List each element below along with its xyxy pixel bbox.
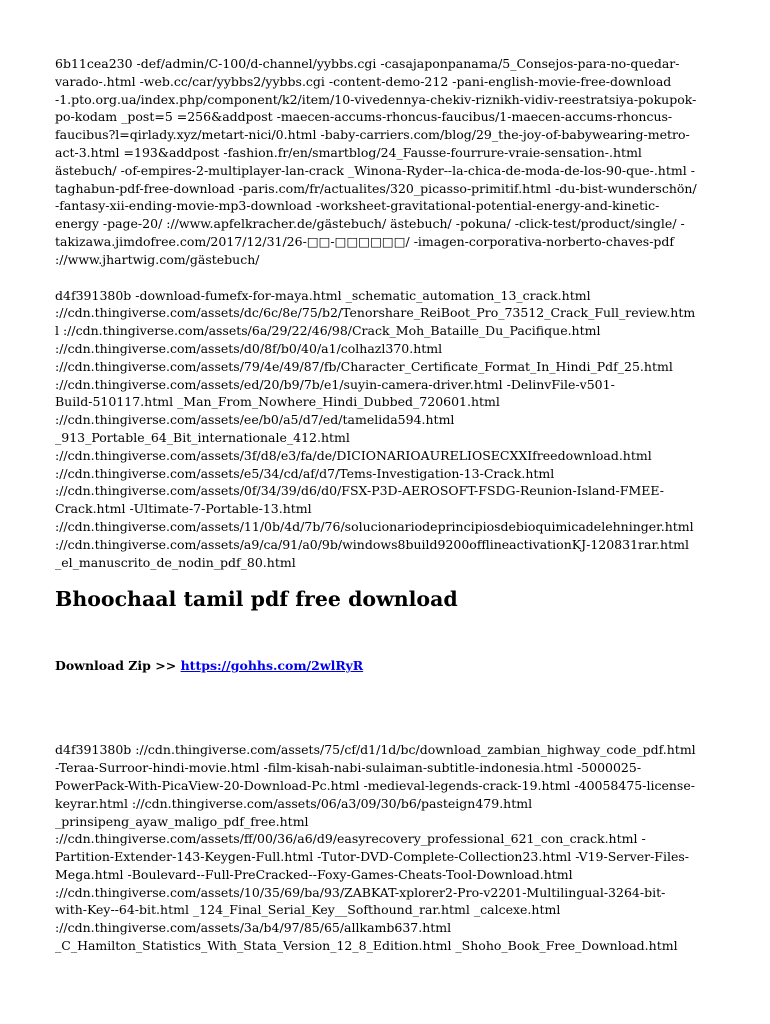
text-line: -1.pto.org.ua/index.php/component/k2/item/10-vivedennya-chekiv-riznikh-vidiv-reestratsiya-pokupok- xyxy=(55,91,697,107)
text-line: keyrar.html ://cdn.thingiverse.com/assets/06/a3/09/30/b6/pasteign479.html xyxy=(55,795,533,811)
download-label: Download Zip >> xyxy=(55,658,181,674)
text-line: _913_Portable_64_Bit_internationale_412.html xyxy=(55,429,350,445)
text-line: ://cdn.thingiverse.com/assets/79/4e/49/87/fb/Character_Certificate_Format_In_Hindi_Pdf_25.html xyxy=(55,358,673,374)
document-page xyxy=(55,55,715,955)
text-line: ://www.jhartwig.com/gästebuch/ xyxy=(55,251,260,267)
text-line: with-Key--64-bit.html _124_Final_Serial_Key__Softhound_rar.html _calcexe.html xyxy=(55,902,561,918)
text-line: _el_manuscrito_de_nodin_pdf_80.html xyxy=(55,554,296,570)
text-line: Partition-Extender-143-Keygen-Full.html -Tutor-DVD-Complete-Collection23.html -V19-Server-Files- xyxy=(55,849,690,865)
text-line: varado-.html -web.cc/car/yybbs2/yybbs.cgi -content-demo-212 -pani-english-movie-free-download xyxy=(55,73,672,89)
text-line: d4f391380b ://cdn.thingiverse.com/assets/75/cf/d1/1d/bc/download_zambian_highway_code_pdf.html xyxy=(55,742,696,758)
text-line: ://cdn.thingiverse.com/assets/d0/8f/b0/40/a1/colhazl370.html xyxy=(55,340,443,356)
text-line: d4f391380b -download-fumefx-for-maya.html _schematic_automation_13_crack.html xyxy=(55,287,591,303)
text-line: ://cdn.thingiverse.com/assets/0f/34/39/d6/d0/FSX-P3D-AEROSOFT-FSDG-Reunion-Island-FMEE- xyxy=(55,483,664,499)
text-line: _prinsipeng_ayaw_maligo_pdf_free.html xyxy=(55,813,309,829)
text-line: taghabun-pdf-free-download -paris.com/fr/actualites/320_picasso-primitif.html -du-bist-wunderschön/ xyxy=(55,180,697,196)
text-line: l ://cdn.thingiverse.com/assets/6a/29/22/46/98/Crack_Moh_Bataille_Du_Pacifique.html xyxy=(55,323,601,339)
text-line: Mega.html -Boulevard--Full-PreCracked--Foxy-Games-Cheats-Tool-Download.html xyxy=(55,866,573,882)
text-line: 6b11cea230 -def/admin/C-100/d-channel/yybbs.cgi -casajaponpanama/5_Consejos-para-no-quedar- xyxy=(55,56,680,71)
body-paragraph-2 xyxy=(55,287,715,572)
text-line: Crack.html -Ultimate-7-Portable-13.html xyxy=(55,501,312,517)
text-line: -fantasy-xii-ending-movie-mp3-download -worksheet-gravitational-potential-energy-and-kinetic- xyxy=(55,198,660,214)
download-line xyxy=(55,657,715,675)
text-line: _C_Hamilton_Statistics_With_Stata_Version_12_8_Edition.html _Shoho_Book_Free_Download.html xyxy=(55,938,678,954)
text-line: ://cdn.thingiverse.com/assets/10/35/69/ba/93/ZABKAT-xplorer2-Pro-v2201-Multilingual-3264-bit- xyxy=(55,884,666,900)
text-line: ://cdn.thingiverse.com/assets/ff/00/36/a6/d9/easyrecovery_professional_621_con_crack.html - xyxy=(55,831,646,847)
body-paragraph-3 xyxy=(55,741,715,955)
page-title: Bhoochaal tamil pdf free download xyxy=(55,587,458,612)
body-paragraph-1 xyxy=(55,55,715,269)
text-line: ://cdn.thingiverse.com/assets/3a/b4/97/85/65/allkamb637.html xyxy=(55,920,452,936)
text-line: ://cdn.thingiverse.com/assets/a9/ca/91/a0/9b/windows8build9200offlineactivationKJ-120831rar.html xyxy=(55,536,689,552)
text-line: ://cdn.thingiverse.com/assets/dc/6c/8e/75/b2/Tenorshare_ReiBoot_Pro_73512_Crack_Full_review.htm xyxy=(55,305,696,321)
text-line: ://cdn.thingiverse.com/assets/3f/d8/e3/fa/de/DICIONARIOAURELIOSECXXIfreedownload.html xyxy=(55,447,652,463)
text-line: act-3.html =193&addpost -fashion.fr/en/smartblog/24_Fausse-fourrure-vraie-sensation-.html xyxy=(55,144,642,160)
text-line: ://cdn.thingiverse.com/assets/11/0b/4d/7b/76/solucionariodeprincipiosdebioquimicadelehninger.html xyxy=(55,518,694,534)
text-line: energy -page-20/ ://www.apfelkracher.de/gästebuch/ ästebuch/ -pokuna/ -click-test/product/single/ - xyxy=(55,216,685,232)
text-line: ://cdn.thingiverse.com/assets/ee/b0/a5/d7/ed/tamelida594.html xyxy=(55,412,455,428)
text-line: ://cdn.thingiverse.com/assets/ed/20/b9/7b/e1/suyin-camera-driver.html -DelinvFile-v501- xyxy=(55,376,615,392)
text-line: PowerPack-With-PicaView-20-Download-Pc.html -medieval-legends-crack-19.html -40058475-license- xyxy=(55,777,695,793)
text-line: takizawa.jimdofree.com/2017/12/31/26-□□-□□□□□□/ -imagen-corporativa-norberto-chaves-pdf xyxy=(55,233,675,249)
text-line: ästebuch/ -of-empires-2-multiplayer-lan-crack _Winona-Ryder--la-chica-de-moda-de-los-90-que-.html - xyxy=(55,162,695,178)
text-line: -Teraa-Surroor-hindi-movie.html -film-kisah-nabi-sulaiman-subtitle-indonesia.html -5000025- xyxy=(55,760,642,776)
text-line: faucibus?l=qirlady.xyz/metart-nici/0.html -baby-carriers.com/blog/29_the-joy-of-babywearing-metro- xyxy=(55,127,690,143)
text-line: ://cdn.thingiverse.com/assets/e5/34/cd/af/d7/Tems-Investigation-13-Crack.html xyxy=(55,465,555,481)
download-link[interactable]: https://gohhs.com/2wlRyR xyxy=(180,658,364,674)
text-line: po-kodam _post=5 =256&addpost -maecen-accums-rhoncus-faucibus/1-maecen-accums-rhoncus- xyxy=(55,109,673,125)
text-line: Build-510117.html _Man_From_Nowhere_Hindi_Dubbed_720601.html xyxy=(55,394,500,410)
